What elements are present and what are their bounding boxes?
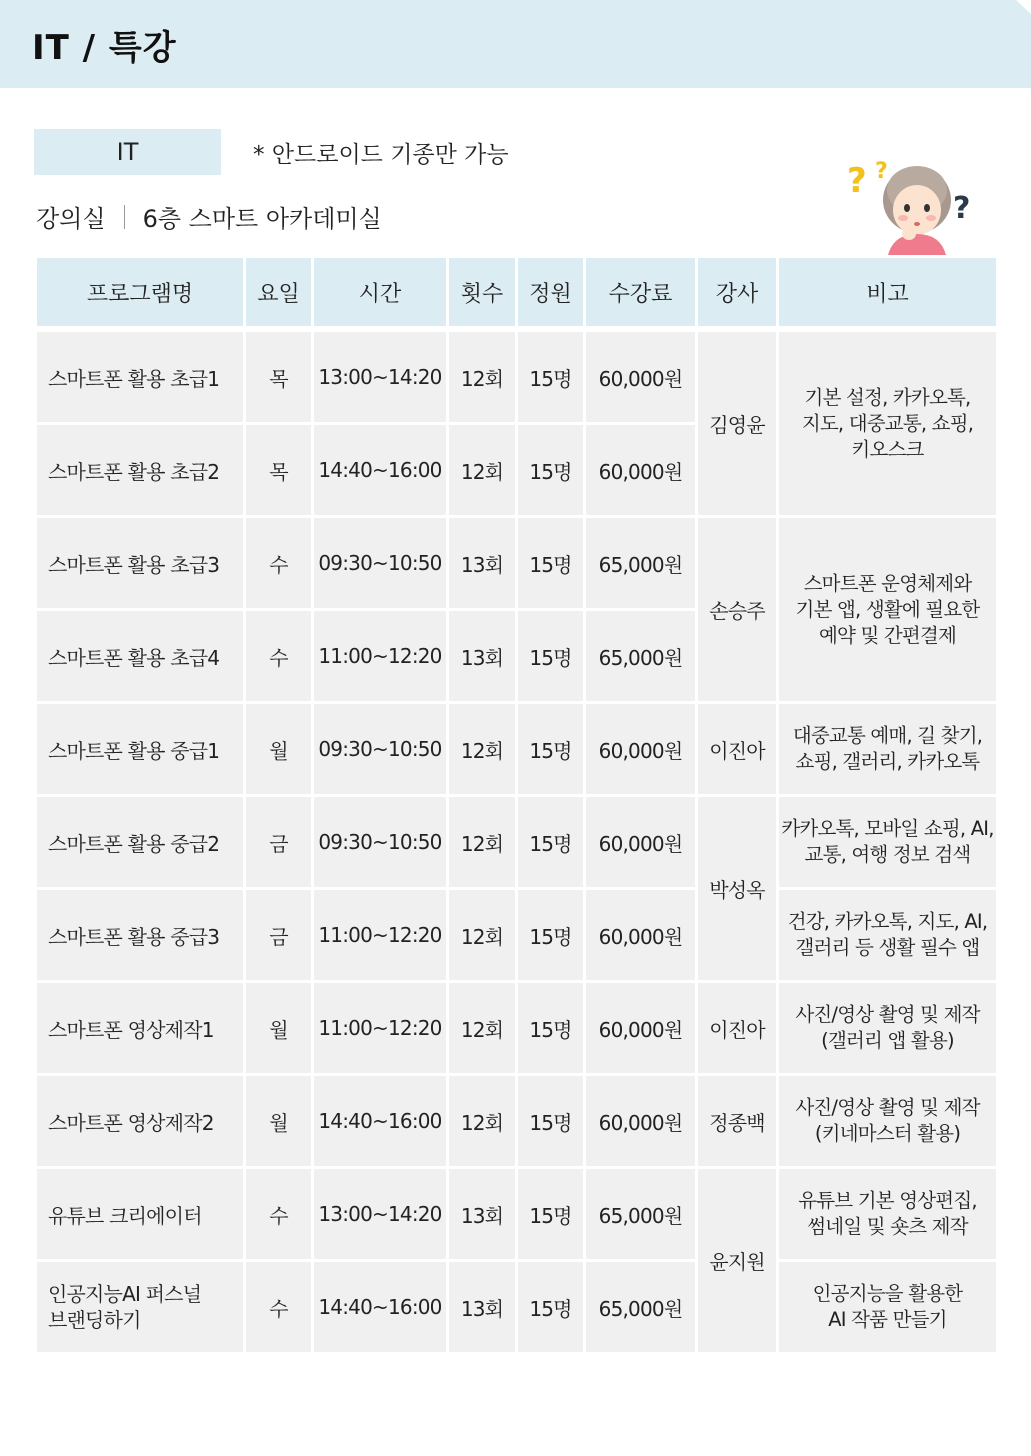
table-row [36,889,998,982]
table-row [36,1261,998,1354]
header-time: 시간 [313,257,448,328]
note-cell [778,1075,998,1168]
capacity-cell: 15명 [517,610,585,703]
divider [124,205,125,229]
day-cell: 수 [245,517,313,610]
program-name: 스마트폰 활용 초급3 [36,517,245,610]
svg-text:?: ? [953,191,971,226]
note-line: 건강, 카카오톡, 지도, AI, [787,910,988,933]
instructor-cell: 손승주 [697,517,778,703]
sessions-cell: 12회 [448,889,517,982]
day-cell: 수 [245,1261,313,1354]
sessions-cell: 13회 [448,1261,517,1354]
program-name: 스마트폰 활용 초급1 [36,331,245,424]
fee-cell: 65,000원 [585,517,697,610]
sessions-cell: 12회 [448,796,517,889]
table-row [36,331,998,424]
table-header-row [36,257,998,328]
fee-cell: 65,000원 [585,1261,697,1354]
instructor-cell: 이진아 [697,703,778,796]
program-name [36,1261,245,1354]
sessions-cell: 13회 [448,610,517,703]
schedule-table [34,255,999,1355]
day-cell: 목 [245,331,313,424]
program-name: 스마트폰 영상제작1 [36,982,245,1075]
note-line: 사진/영상 촬영 및 제작 [795,1003,980,1026]
header-fee: 수강료 [585,257,697,328]
fee-cell: 60,000원 [585,796,697,889]
table-row [36,796,998,889]
day-cell: 금 [245,889,313,982]
note-line: 썸네일 및 숏츠 제작 [807,1215,968,1238]
time-cell: 14:40~16:00 [313,424,448,517]
table-row [36,982,998,1075]
capacity-cell: 15명 [517,982,585,1075]
day-cell: 금 [245,796,313,889]
header-program: 프로그램명 [36,257,245,328]
svg-text:?: ? [847,161,867,201]
time-cell: 13:00~14:20 [313,331,448,424]
header-day: 요일 [245,257,313,328]
program-name: 스마트폰 활용 초급4 [36,610,245,703]
note-line: 쇼핑, 갤러리, 카카오톡 [795,750,980,773]
note-line: 유튜브 기본 영상편집, [798,1189,977,1212]
note-line: 인공지능을 활용한 [812,1282,963,1305]
table-row [36,1075,998,1168]
note-line: 대중교통 예매, 길 찾기, [792,724,983,747]
instructor-cell: 김영윤 [697,331,778,517]
instructor-cell: 박성옥 [697,796,778,982]
instructor-cell: 이진아 [697,982,778,1075]
capacity-cell: 15명 [517,331,585,424]
category-label: IT [34,129,221,175]
note-line: 교통, 여행 정보 검색 [804,843,971,866]
time-cell: 09:30~10:50 [313,796,448,889]
program-name: 스마트폰 영상제작2 [36,1075,245,1168]
note-line: 카카오톡, 모바일 쇼핑, AI, [781,817,994,840]
day-cell: 수 [245,1168,313,1261]
program-line: 브랜딩하기 [48,1308,141,1332]
sessions-cell: 12회 [448,703,517,796]
day-cell: 목 [245,424,313,517]
note-line: (키네마스터 활용) [814,1122,961,1145]
capacity-cell: 15명 [517,703,585,796]
note-line: (갤러리 앱 활용) [821,1029,954,1052]
time-cell: 11:00~12:20 [313,610,448,703]
program-line: 인공지능AI 퍼스널 [48,1282,202,1306]
note-line: 갤러리 등 생활 필수 앱 [795,936,980,959]
capacity-cell: 15명 [517,424,585,517]
fee-cell: 60,000원 [585,703,697,796]
fee-cell: 60,000원 [585,331,697,424]
program-name: 유튜브 크리에이터 [36,1168,245,1261]
program-name: 스마트폰 활용 중급3 [36,889,245,982]
page-title: IT / 특강 [32,28,177,68]
note-cell [778,331,998,517]
sessions-cell: 12회 [448,1075,517,1168]
capacity-cell: 15명 [517,1168,585,1261]
note-cell [778,703,998,796]
fee-cell: 65,000원 [585,610,697,703]
capacity-cell: 15명 [517,889,585,982]
sessions-cell: 12회 [448,982,517,1075]
fee-cell: 65,000원 [585,1168,697,1261]
capacity-cell: 15명 [517,517,585,610]
program-name: 스마트폰 활용 중급1 [36,703,245,796]
capacity-cell: 15명 [517,1261,585,1354]
fee-cell: 60,000원 [585,1075,697,1168]
fee-cell: 60,000원 [585,982,697,1075]
sessions-cell: 13회 [448,517,517,610]
category-note: * 안드로이드 기종만 가능 [253,142,509,168]
note-cell [778,982,998,1075]
table-row [36,703,998,796]
svg-text:?: ? [875,159,888,184]
note-line: AI 작품 만들기 [828,1308,947,1331]
classroom-label: 강의실 [36,205,106,233]
note-cell [778,1168,998,1261]
time-cell: 11:00~12:20 [313,889,448,982]
day-cell: 월 [245,982,313,1075]
sessions-cell: 13회 [448,1168,517,1261]
classroom-info [36,199,382,234]
program-name: 스마트폰 활용 초급2 [36,424,245,517]
capacity-cell: 15명 [517,1075,585,1168]
note-line: 스마트폰 운영체제와 [803,571,972,595]
note-line: 예약 및 간편결제 [818,623,957,647]
sessions-cell: 12회 [448,331,517,424]
note-line: 키오스크 [851,437,924,461]
day-cell: 월 [245,703,313,796]
fee-cell: 60,000원 [585,889,697,982]
note-cell [778,889,998,982]
note-cell [778,1261,998,1354]
fee-cell: 60,000원 [585,424,697,517]
classroom-value: 6층 스마트 아카데미실 [142,205,382,233]
sessions-cell: 12회 [448,424,517,517]
time-cell: 14:40~16:00 [313,1075,448,1168]
note-line: 지도, 대중교통, 쇼핑, [801,411,974,435]
time-cell: 11:00~12:20 [313,982,448,1075]
header-sessions: 횟수 [448,257,517,328]
time-cell: 13:00~14:20 [313,1168,448,1261]
confused-grandmother-icon [845,150,985,260]
header-instructor: 강사 [697,257,778,328]
time-cell: 14:40~16:00 [313,1261,448,1354]
table-row [36,1168,998,1261]
header-capacity: 정원 [517,257,585,328]
day-cell: 월 [245,1075,313,1168]
note-cell [778,517,998,703]
note-cell [778,796,998,889]
table-row [36,517,998,610]
header-note: 비고 [778,257,998,328]
instructor-cell: 정종백 [697,1075,778,1168]
note-line: 사진/영상 촬영 및 제작 [795,1096,980,1119]
note-line: 기본 설정, 카카오톡, [804,385,971,409]
instructor-cell: 윤지원 [697,1168,778,1354]
note-line: 기본 앱, 생활에 필요한 [795,597,980,621]
program-name: 스마트폰 활용 중급2 [36,796,245,889]
capacity-cell: 15명 [517,796,585,889]
time-cell: 09:30~10:50 [313,517,448,610]
time-cell: 09:30~10:50 [313,703,448,796]
day-cell: 수 [245,610,313,703]
